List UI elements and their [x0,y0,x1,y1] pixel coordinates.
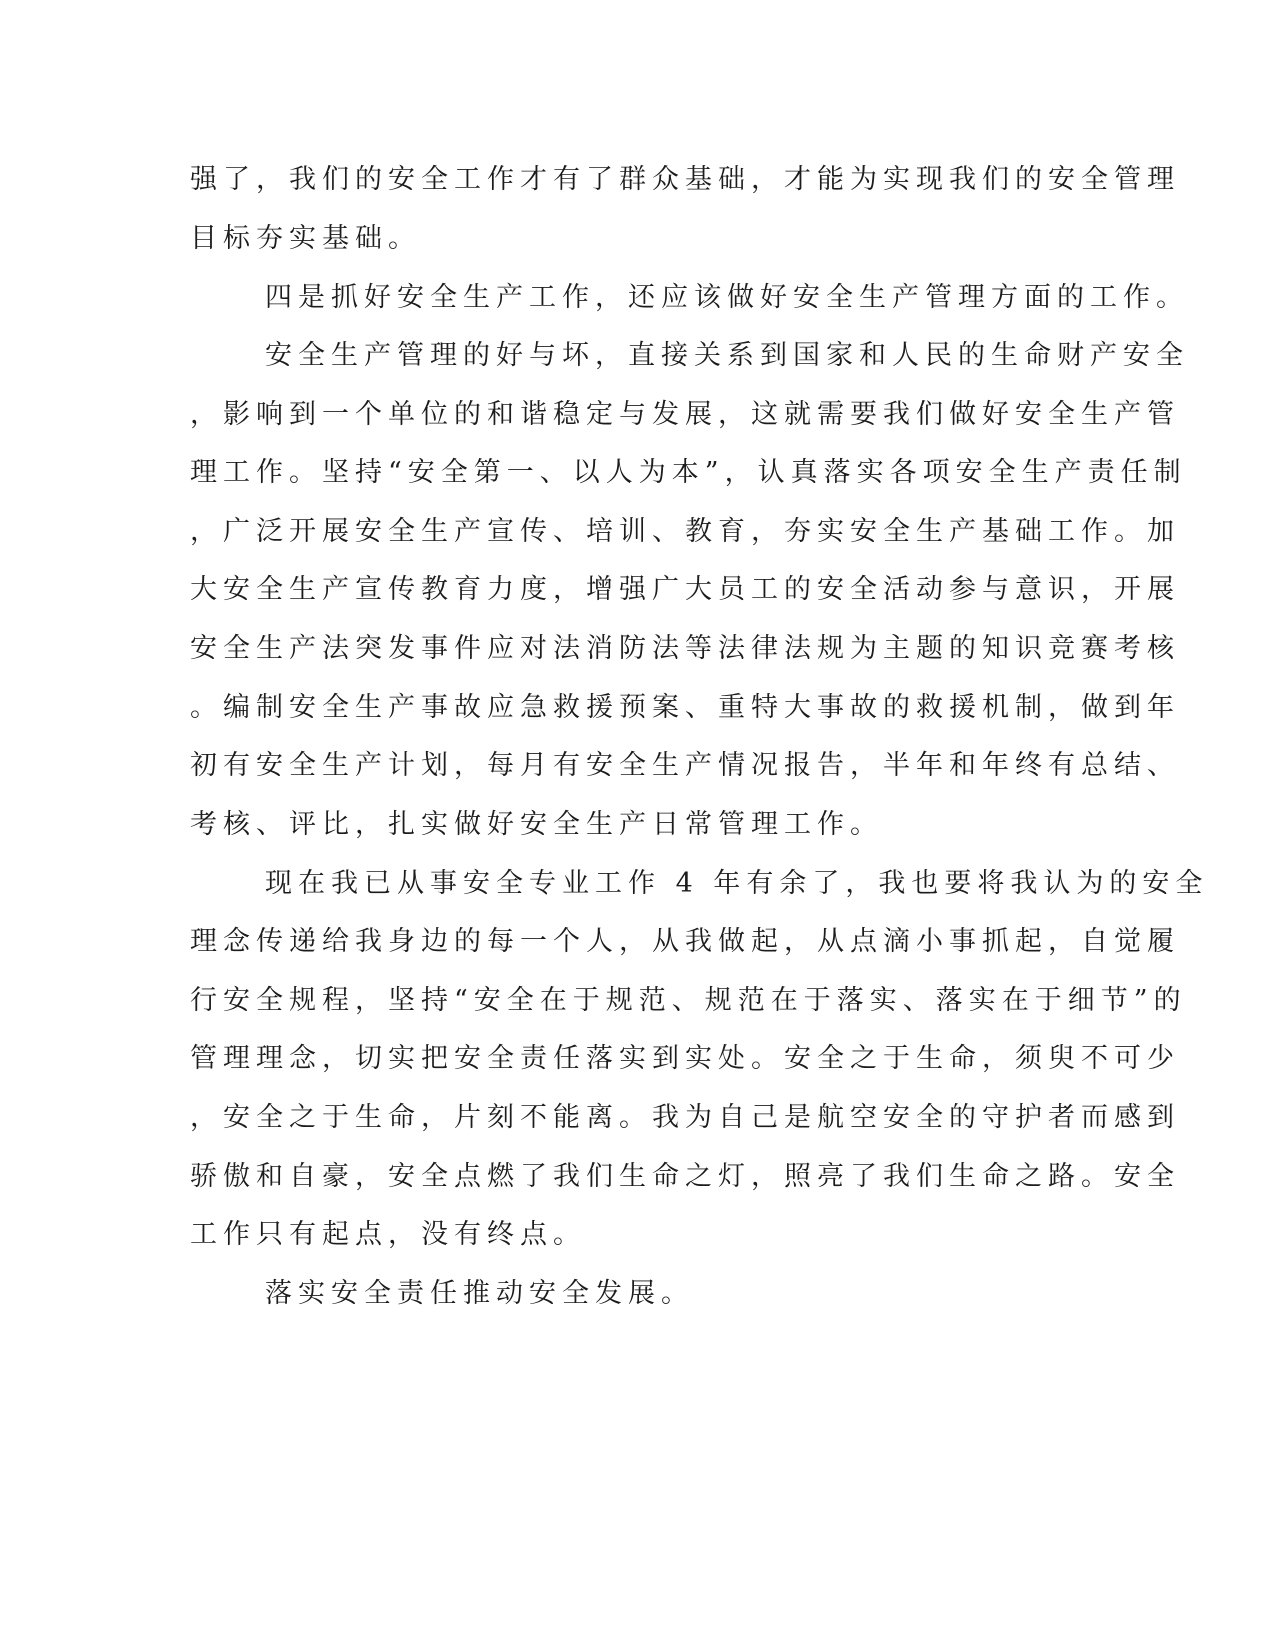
text-line: 管理理念，切实把安全责任落实到实处。安全之于生命，须臾不可少 [190,1043,1180,1074]
text-line: ，广泛开展安全生产宣传、培训、教育，夯实安全生产基础工作。加 [190,516,1180,547]
text-line: 安全生产法突发事件应对法消防法等法律法规为主题的知识竞赛考核 [190,633,1180,664]
text-line: 工作只有起点，没有终点。 [190,1219,586,1250]
text-line: 骄傲和自豪，安全点燃了我们生命之灯，照亮了我们生命之路。安全 [190,1161,1180,1192]
text-line: 理念传递给我身边的每一个人，从我做起，从点滴小事抓起，自觉履 [190,926,1180,957]
text-line: ，安全之于生命，片刻不能离。我为自己是航空安全的守护者而感到 [190,1102,1180,1133]
paragraph-line: 四是抓好安全生产工作，还应该做好安全生产管理方面的工作。 [265,282,1189,313]
text-line: 理工作。坚持“安全第一、以人为本”，认真落实各项安全生产责任制 [190,457,1187,488]
text-line: ，影响到一个单位的和谐稳定与发展，这就需要我们做好安全生产管 [190,399,1180,430]
text-line: 。编制安全生产事故应急救援预案、重特大事故的救援机制，做到年 [190,692,1180,723]
paragraph-line: 落实安全责任推动安全发展。 [265,1278,694,1309]
text-line: 目标夯实基础。 [190,223,421,254]
paragraph-line: 安全生产管理的好与坏，直接关系到国家和人民的生命财产安全 [265,340,1189,371]
text-line: 大安全生产宣传教育力度，增强广大员工的安全活动参与意识，开展 [190,574,1180,605]
text-line: 考核、评比，扎实做好安全生产日常管理工作。 [190,809,883,840]
text-line: 强了，我们的安全工作才有了群众基础，才能为实现我们的安全管理 [190,164,1180,195]
paragraph-line: 现在我已从事安全专业工作 4 年有余了，我也要将我认为的安全 [265,868,1209,899]
text-line: 行安全规程，坚持“安全在于规范、规范在于落实、落实在于细节”的 [190,985,1187,1016]
text-line: 初有安全生产计划，每月有安全生产情况报告，半年和年终有总结、 [190,750,1180,781]
